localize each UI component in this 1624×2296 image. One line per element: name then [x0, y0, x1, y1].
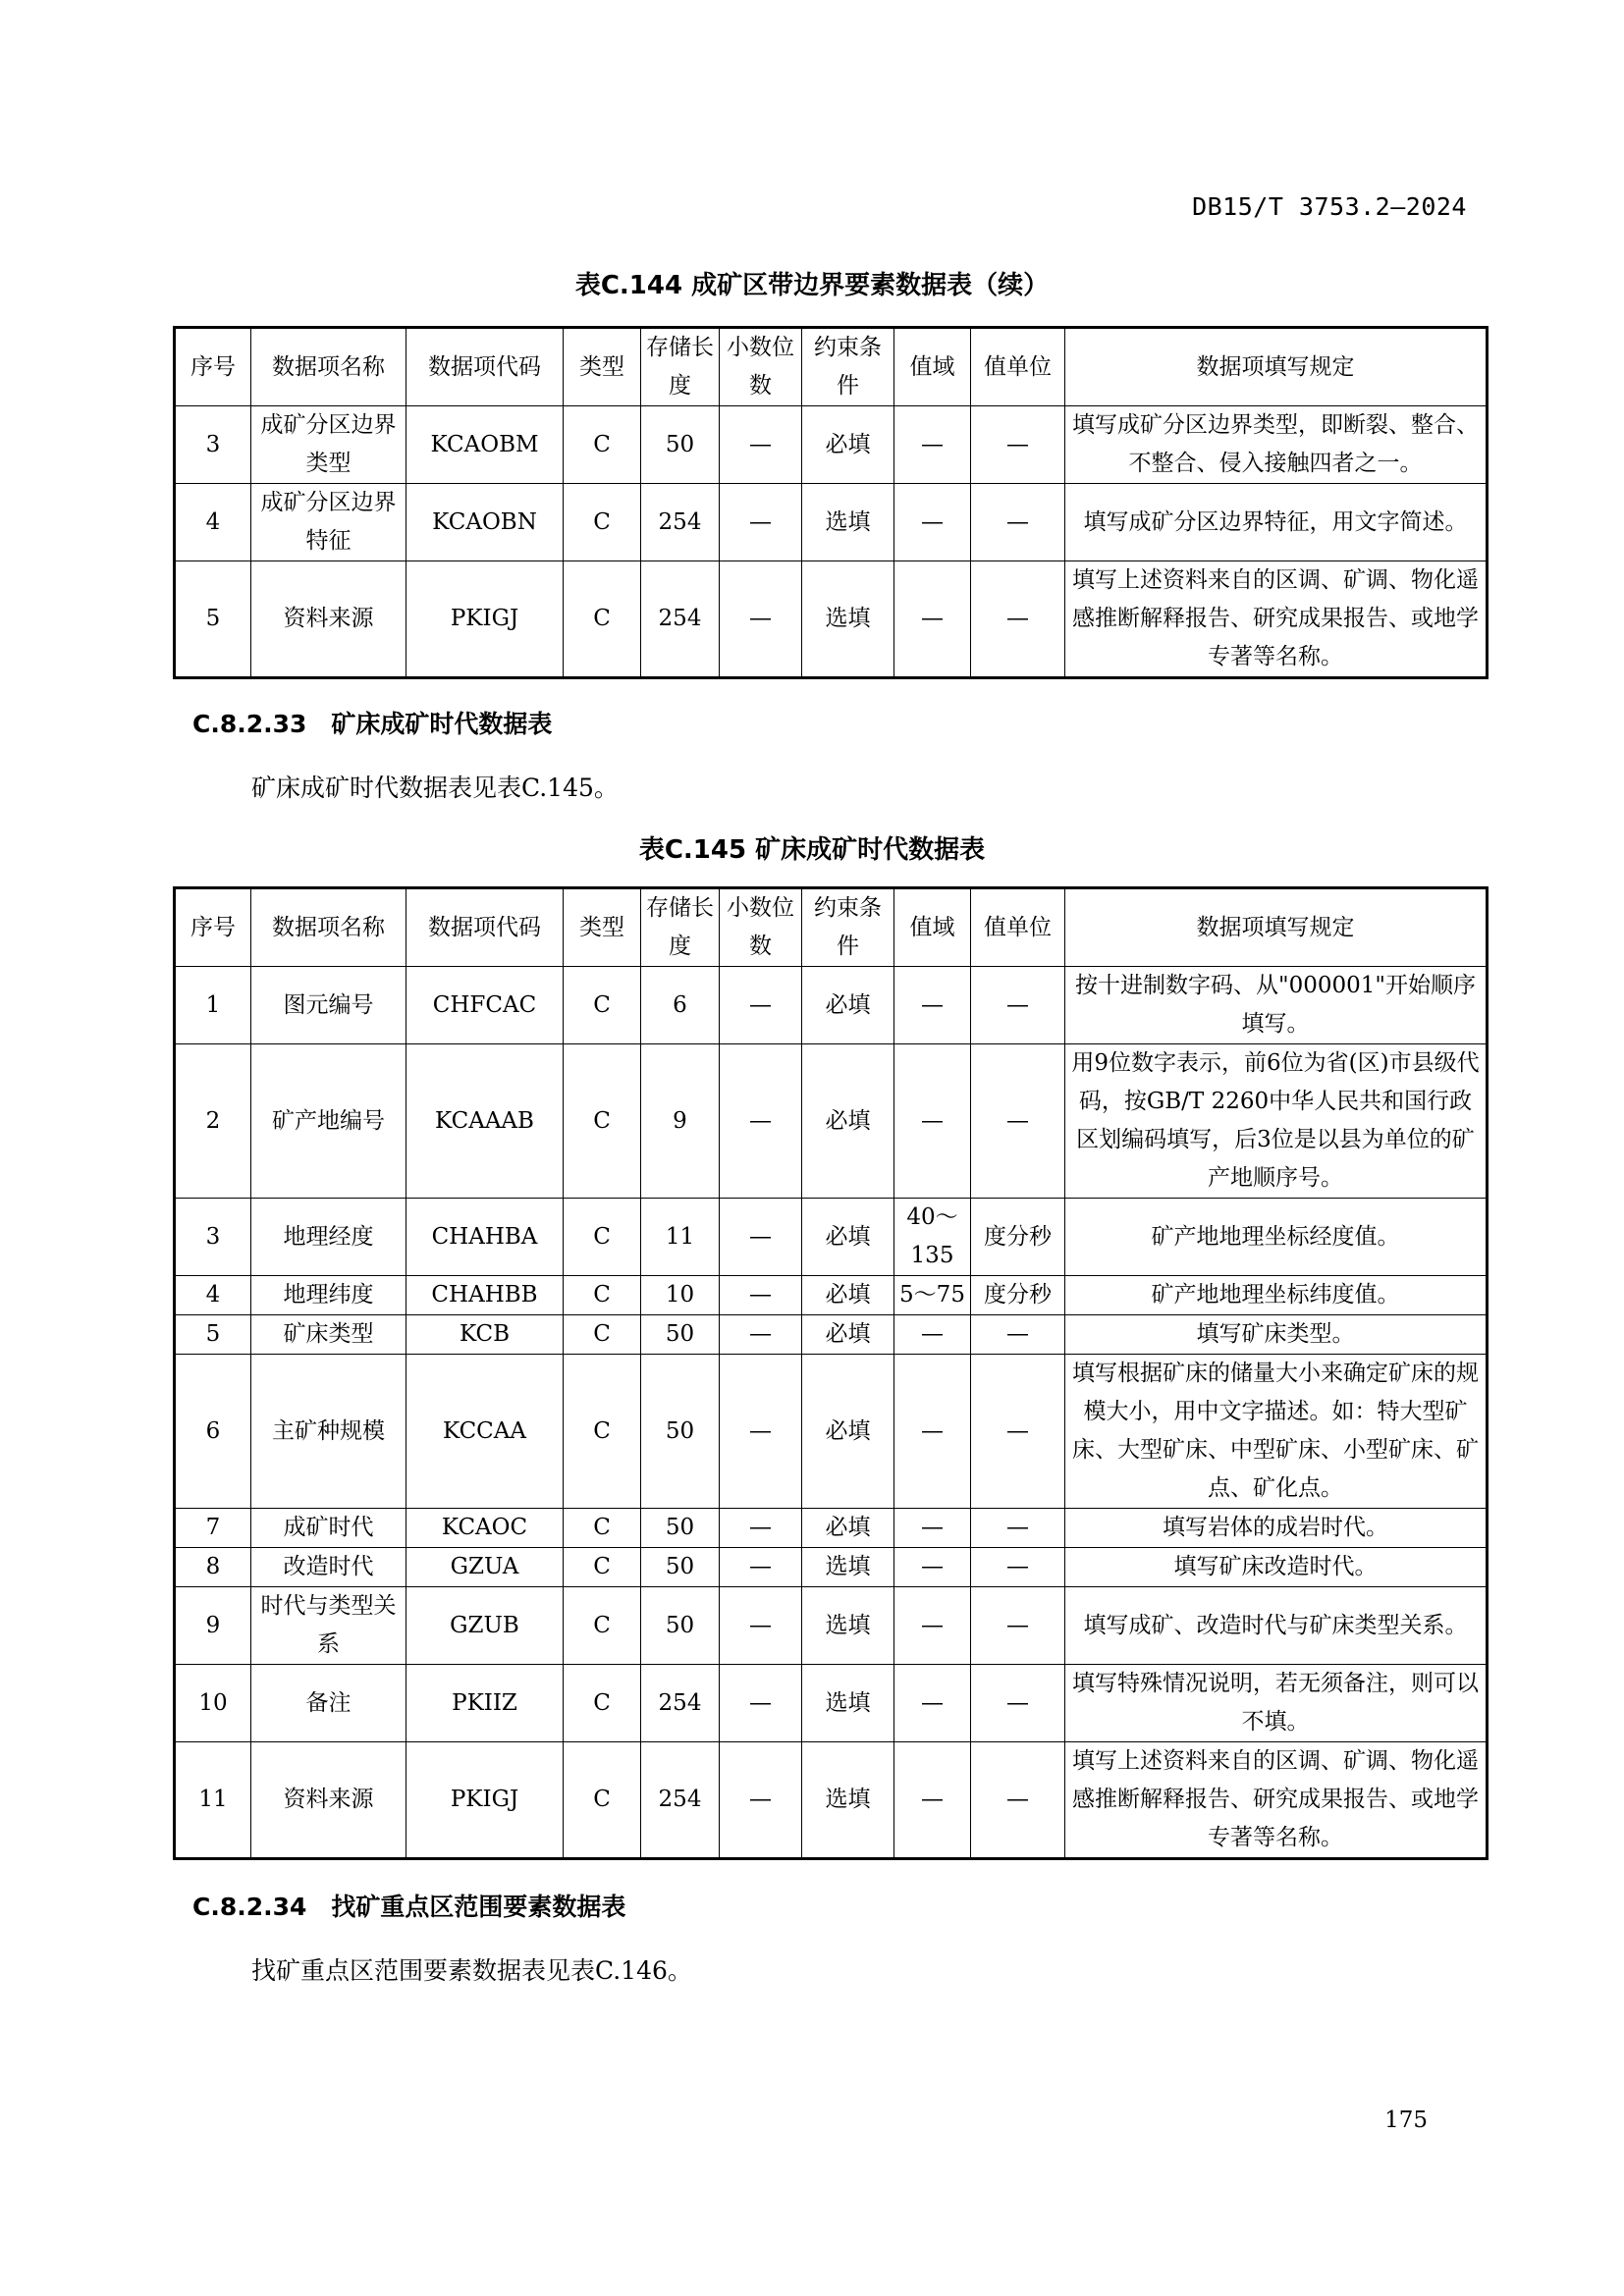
table-cell: — [720, 1044, 802, 1199]
table-cell: — [894, 1315, 971, 1355]
col-header: 数据项代码 [406, 888, 564, 967]
col-header: 类型 [564, 328, 641, 406]
table-cell: 1 [175, 967, 251, 1044]
table-row [175, 1509, 1488, 1548]
table-cell: 资料来源 [251, 561, 406, 678]
table-cell: 选填 [802, 1548, 894, 1587]
table-cell: 填写岩体的成岩时代。 [1065, 1509, 1488, 1548]
table-cell: KCAOBN [406, 484, 564, 561]
col-header: 值域 [894, 328, 971, 406]
table-cell: — [720, 1742, 802, 1859]
table-cell: KCCAA [406, 1355, 564, 1509]
table-cell: 5 [175, 561, 251, 678]
table-cell: 必填 [802, 1355, 894, 1509]
table-cell: 选填 [802, 561, 894, 678]
table-cell: — [971, 561, 1065, 678]
table-cell: 50 [641, 1548, 720, 1587]
table-cell: 4 [175, 1276, 251, 1315]
table-cell: 3 [175, 1199, 251, 1276]
table-cell: C [564, 967, 641, 1044]
table-caption: 表C.144 成矿区带边界要素数据表（续） [574, 271, 1050, 300]
col-header: 数据项名称 [251, 328, 406, 406]
table-cell: C [564, 1315, 641, 1355]
table-cell: 11 [641, 1199, 720, 1276]
table-cell: 选填 [802, 1665, 894, 1742]
table-cell: — [971, 1355, 1065, 1509]
table-cell: — [894, 1044, 971, 1199]
col-header: 数据项填写规定 [1065, 328, 1488, 406]
table-cell: 备注 [251, 1665, 406, 1742]
table-cell: 地理纬度 [251, 1276, 406, 1315]
table-caption: 表C.145 矿床成矿时代数据表 [638, 835, 986, 865]
table-cell: 填写矿床改造时代。 [1065, 1548, 1488, 1587]
table-cell: 填写上述资料来自的区调、矿调、物化遥感推断解释报告、研究成果报告、或地学专著等名称。 [1065, 561, 1488, 678]
table-cell: — [971, 967, 1065, 1044]
table-cell: — [894, 484, 971, 561]
table-cell: 50 [641, 406, 720, 484]
table-cell: C [564, 1665, 641, 1742]
table-cell: KCAOC [406, 1509, 564, 1548]
table-cell: 成矿分区边界类型 [251, 406, 406, 484]
table-cell: — [720, 1548, 802, 1587]
table-cell: 度分秒 [971, 1199, 1065, 1276]
table-cell: — [720, 1665, 802, 1742]
table-cell: — [720, 967, 802, 1044]
table-cell: — [971, 484, 1065, 561]
table-cell: — [971, 1587, 1065, 1665]
table-cell: 用9位数字表示，前6位为省(区)市县级代码，按GB/T 2260中华人民共和国行政区划编码填写，后3位是以县为单位的矿产地顺序号。 [1065, 1044, 1488, 1199]
table-cell: C [564, 1742, 641, 1859]
data-table-c145 [173, 886, 1489, 1860]
table-cell: 度分秒 [971, 1276, 1065, 1315]
table-cell: 填写成矿分区边界类型，即断裂、整合、不整合、侵入接触四者之一。 [1065, 406, 1488, 484]
standard-code: DB15/T 3753.2—2024 [1192, 192, 1467, 221]
table-row [175, 1548, 1488, 1587]
table-cell: 矿产地地理坐标经度值。 [1065, 1199, 1488, 1276]
table-cell: PKIGJ [406, 561, 564, 678]
table-row [175, 406, 1488, 484]
table-cell: C [564, 561, 641, 678]
table-cell: KCB [406, 1315, 564, 1355]
table-cell: 填写成矿分区边界特征，用文字简述。 [1065, 484, 1488, 561]
table-cell: — [971, 1315, 1065, 1355]
table-cell: 6 [175, 1355, 251, 1509]
table-cell: — [971, 1665, 1065, 1742]
table-row [175, 1315, 1488, 1355]
col-header: 序号 [175, 888, 251, 967]
table-cell: 地理经度 [251, 1199, 406, 1276]
table-cell: — [971, 1548, 1065, 1587]
section-heading: C.8.2.33 矿床成矿时代数据表 [192, 710, 553, 738]
table-cell: — [894, 1548, 971, 1587]
table-cell: 选填 [802, 1742, 894, 1859]
table-cell: C [564, 406, 641, 484]
data-table-c144 [173, 326, 1489, 679]
table-cell: KCAAAB [406, 1044, 564, 1199]
table-cell: 必填 [802, 967, 894, 1044]
table-cell: 资料来源 [251, 1742, 406, 1859]
col-header: 小数位数 [720, 328, 802, 406]
table-cell: 成矿分区边界特征 [251, 484, 406, 561]
table-cell: 矿床类型 [251, 1315, 406, 1355]
table-row [175, 1665, 1488, 1742]
table-cell: 8 [175, 1548, 251, 1587]
table-cell: GZUB [406, 1587, 564, 1665]
table-cell: C [564, 1355, 641, 1509]
table-cell: — [720, 1587, 802, 1665]
table-cell: C [564, 484, 641, 561]
section-heading: C.8.2.34 找矿重点区范围要素数据表 [192, 1893, 626, 1921]
table-cell: — [720, 484, 802, 561]
table-cell: C [564, 1044, 641, 1199]
table-cell: 254 [641, 1742, 720, 1859]
table-cell: 填写成矿、改造时代与矿床类型关系。 [1065, 1587, 1488, 1665]
table-cell: — [720, 1315, 802, 1355]
table-cell: — [971, 1509, 1065, 1548]
table-cell: 必填 [802, 406, 894, 484]
table-cell: 必填 [802, 1044, 894, 1199]
col-header: 值域 [894, 888, 971, 967]
table-cell: — [971, 1742, 1065, 1859]
table-cell: 254 [641, 484, 720, 561]
table-cell: — [720, 1355, 802, 1509]
table-cell: 6 [641, 967, 720, 1044]
table-cell: 矿产地编号 [251, 1044, 406, 1199]
table-row [175, 1587, 1488, 1665]
table-cell: 3 [175, 406, 251, 484]
table-cell: 选填 [802, 484, 894, 561]
col-header: 约束条件 [802, 328, 894, 406]
table-cell: — [894, 1742, 971, 1859]
table-cell: 选填 [802, 1587, 894, 1665]
table-cell: — [720, 406, 802, 484]
table-header-row [175, 888, 1488, 967]
table-cell: 254 [641, 1665, 720, 1742]
table-cell: — [720, 561, 802, 678]
col-header: 数据项名称 [251, 888, 406, 967]
table-cell: — [894, 1355, 971, 1509]
table-cell: 矿产地地理坐标纬度值。 [1065, 1276, 1488, 1315]
table-cell: — [894, 1665, 971, 1742]
table-cell: — [720, 1199, 802, 1276]
col-header: 值单位 [971, 328, 1065, 406]
section-paragraph: 矿床成矿时代数据表见表C.145。 [251, 774, 619, 802]
table-cell: KCAOBM [406, 406, 564, 484]
table-cell: — [894, 967, 971, 1044]
table-cell: C [564, 1548, 641, 1587]
table-row [175, 1199, 1488, 1276]
table-cell: PKIGJ [406, 1742, 564, 1859]
table-cell: — [720, 1509, 802, 1548]
table-row [175, 967, 1488, 1044]
table-cell: 必填 [802, 1509, 894, 1548]
table-cell: CHFCAC [406, 967, 564, 1044]
table-cell: 必填 [802, 1315, 894, 1355]
table-cell: CHAHBA [406, 1199, 564, 1276]
table-cell: — [971, 406, 1065, 484]
table-cell: 必填 [802, 1199, 894, 1276]
table-cell: 填写上述资料来自的区调、矿调、物化遥感推断解释报告、研究成果报告、或地学专著等名称。 [1065, 1742, 1488, 1859]
table-row [175, 1355, 1488, 1509]
col-header: 序号 [175, 328, 251, 406]
table-cell: 7 [175, 1509, 251, 1548]
table-cell: C [564, 1509, 641, 1548]
table-cell: 10 [641, 1276, 720, 1315]
table-cell: 填写根据矿床的储量大小来确定矿床的规模大小，用中文字描述。如：特大型矿床、大型矿床、中型矿床、小型矿床、矿点、矿化点。 [1065, 1355, 1488, 1509]
table-cell: 9 [641, 1044, 720, 1199]
table-cell: CHAHBB [406, 1276, 564, 1315]
table-cell: 时代与类型关系 [251, 1587, 406, 1665]
table-cell: 40～135 [894, 1199, 971, 1276]
table-cell: — [894, 1587, 971, 1665]
table-row [175, 1742, 1488, 1859]
col-header: 约束条件 [802, 888, 894, 967]
table-cell: 成矿时代 [251, 1509, 406, 1548]
table-cell: 2 [175, 1044, 251, 1199]
table-cell: 4 [175, 484, 251, 561]
table-cell: — [894, 561, 971, 678]
table-cell: 254 [641, 561, 720, 678]
table-header-row [175, 328, 1488, 406]
table-cell: — [894, 406, 971, 484]
table-cell: 5～75 [894, 1276, 971, 1315]
table-cell: C [564, 1276, 641, 1315]
table-cell: GZUA [406, 1548, 564, 1587]
table-cell: 5 [175, 1315, 251, 1355]
col-header: 存储长度 [641, 888, 720, 967]
table-cell: 改造时代 [251, 1548, 406, 1587]
table-row [175, 484, 1488, 561]
section-paragraph: 找矿重点区范围要素数据表见表C.146。 [251, 1956, 692, 1985]
table-cell: PKIIZ [406, 1665, 564, 1742]
col-header: 数据项代码 [406, 328, 564, 406]
col-header: 存储长度 [641, 328, 720, 406]
table-row [175, 561, 1488, 678]
page-number: 175 [1384, 2108, 1428, 2133]
col-header: 值单位 [971, 888, 1065, 967]
table-cell: 填写矿床类型。 [1065, 1315, 1488, 1355]
table-cell: 9 [175, 1587, 251, 1665]
table-cell: 50 [641, 1587, 720, 1665]
col-header: 类型 [564, 888, 641, 967]
table-row [175, 1276, 1488, 1315]
table-cell: 图元编号 [251, 967, 406, 1044]
table-cell: C [564, 1587, 641, 1665]
table-cell: 按十进制数字码、从"000001"开始顺序填写。 [1065, 967, 1488, 1044]
table-cell: 填写特殊情况说明，若无须备注，则可以不填。 [1065, 1665, 1488, 1742]
table-cell: 50 [641, 1315, 720, 1355]
table-cell: 10 [175, 1665, 251, 1742]
table-cell: — [971, 1044, 1065, 1199]
table-cell: 11 [175, 1742, 251, 1859]
table-cell: C [564, 1199, 641, 1276]
table-cell: 50 [641, 1509, 720, 1548]
table-cell: 50 [641, 1355, 720, 1509]
col-header: 小数位数 [720, 888, 802, 967]
table-row [175, 1044, 1488, 1199]
col-header: 数据项填写规定 [1065, 888, 1488, 967]
table-cell: — [720, 1276, 802, 1315]
table-cell: 主矿种规模 [251, 1355, 406, 1509]
table-cell: — [894, 1509, 971, 1548]
table-cell: 必填 [802, 1276, 894, 1315]
